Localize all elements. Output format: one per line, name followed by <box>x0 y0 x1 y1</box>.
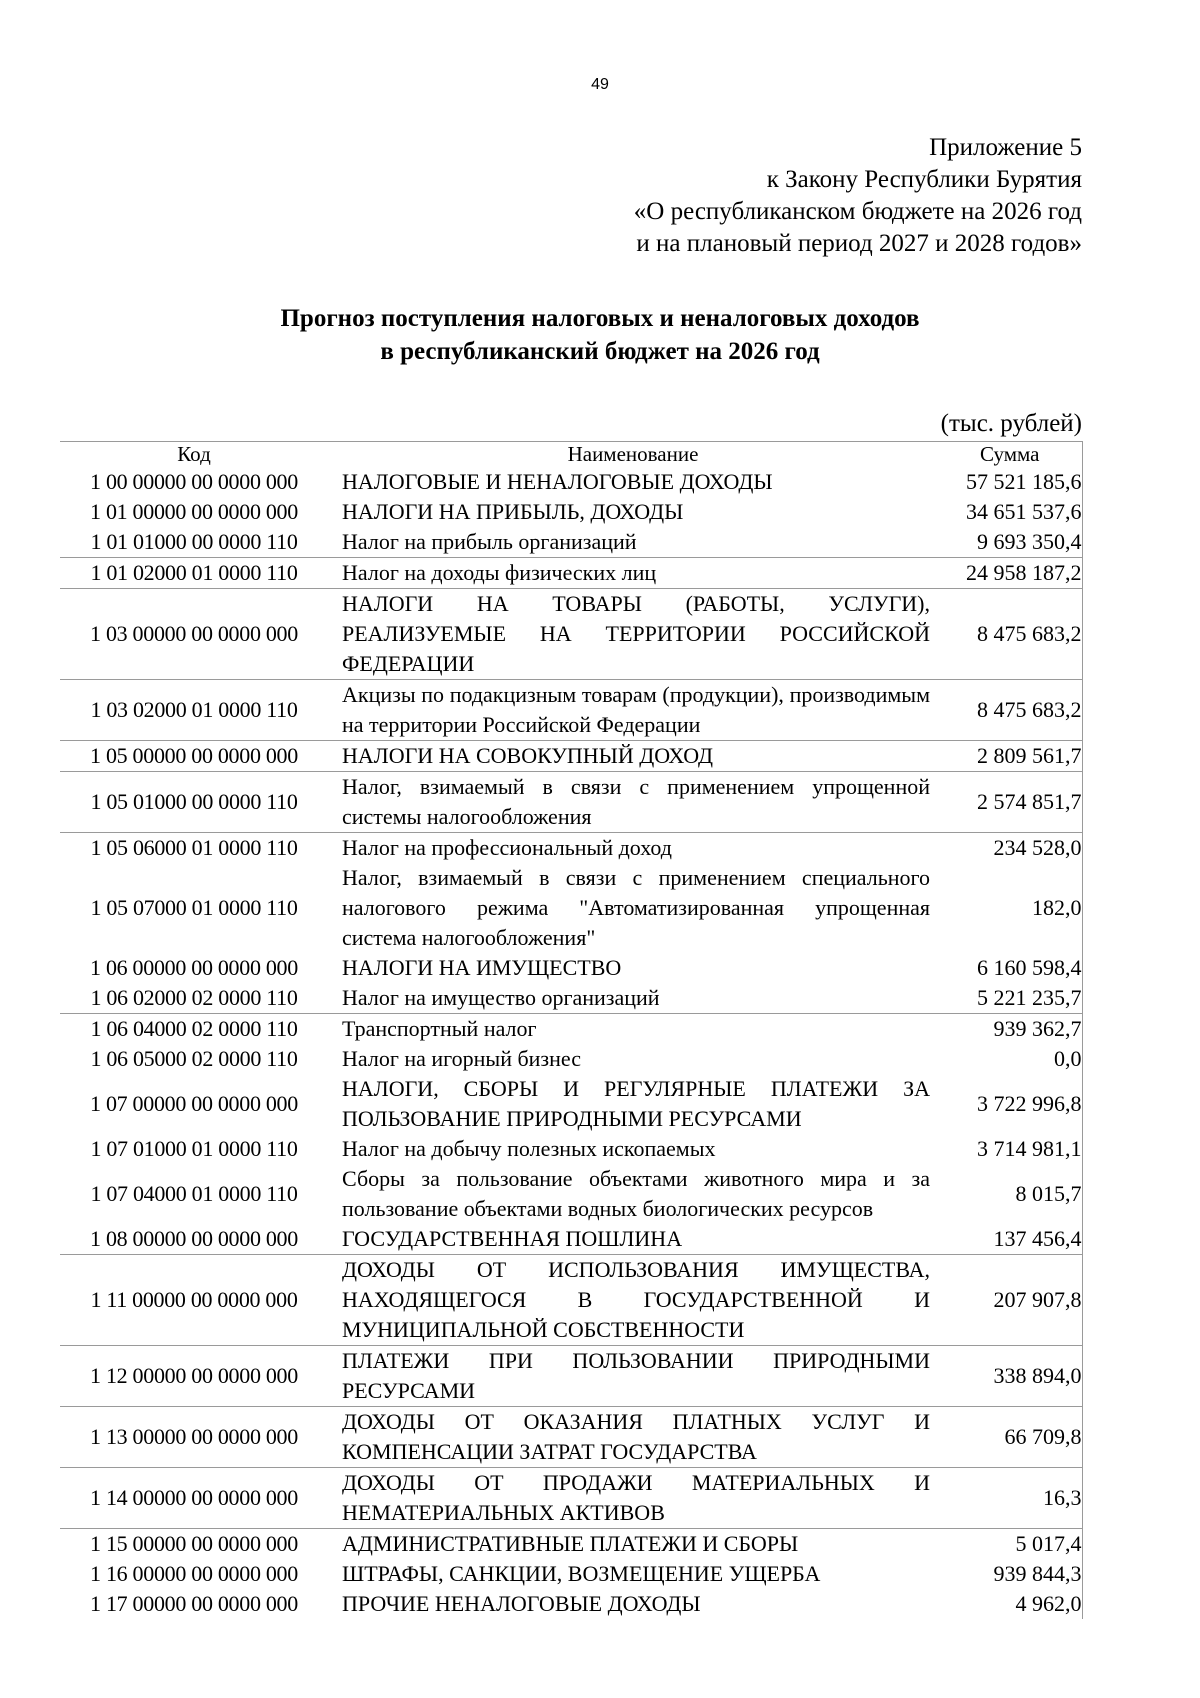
cell-code: 1 17 00000 00 0000 000 <box>90 1591 298 1616</box>
cell-code: 1 00 00000 00 0000 000 <box>90 469 298 494</box>
cell-sum: 2 809 561,7 <box>938 741 1082 772</box>
cell-code: 1 05 01000 00 0000 110 <box>60 772 328 833</box>
cell-name: Налог на прибыль организаций <box>342 529 637 554</box>
cell-name: Налог, взимаемый в связи с применением упрощенной системы налогообложения <box>328 772 938 833</box>
table-row <box>60 1074 1082 1134</box>
cell-code: 1 06 05000 02 0000 110 <box>90 1046 298 1071</box>
table-row <box>60 953 1082 983</box>
cell-code: 1 05 00000 00 0000 000 <box>60 741 328 772</box>
cell-name: ПРОЧИЕ НЕНАЛОГОВЫЕ ДОХОДЫ <box>342 1591 701 1616</box>
cell-name: НАЛОГИ НА ТОВАРЫ (РАБОТЫ, УСЛУГИ), РЕАЛИЗУЕМЫЕ НА ТЕРРИТОРИИ РОССИЙСКОЙ ФЕДЕРАЦИИ <box>328 589 938 680</box>
cell-name: НАЛОГИ НА СОВОКУПНЫЙ ДОХОД <box>328 741 938 772</box>
cell-name: НАЛОГИ НА ПРИБЫЛЬ, ДОХОДЫ <box>342 499 684 524</box>
cell-sum: 9 693 350,4 <box>938 527 1082 558</box>
table-row <box>60 1014 1082 1045</box>
header-name: Наименование <box>328 442 938 468</box>
cell-code: 1 12 00000 00 0000 000 <box>60 1346 328 1407</box>
cell-name: Налог на игорный бизнес <box>342 1046 581 1071</box>
cell-sum: 8 475 683,2 <box>938 680 1082 741</box>
cell-code: 1 16 00000 00 0000 000 <box>90 1561 298 1586</box>
cell-sum: 5 017,4 <box>938 1529 1082 1560</box>
cell-sum: 939 844,3 <box>938 1559 1082 1589</box>
appendix-line: и на плановый период 2027 и 2028 годов» <box>636 230 1082 257</box>
cell-code: 1 15 00000 00 0000 000 <box>60 1529 328 1560</box>
appendix-line: «О республиканском бюджете на 2026 год <box>633 198 1082 225</box>
cell-code: 1 06 02000 02 0000 110 <box>90 985 298 1010</box>
cell-name: ПЛАТЕЖИ ПРИ ПОЛЬЗОВАНИИ ПРИРОДНЫМИ РЕСУРСАМИ <box>328 1346 938 1407</box>
cell-name: НАЛОГИ НА ИМУЩЕСТВО <box>342 955 622 980</box>
cell-name: Налог на доходы физических лиц <box>328 558 938 589</box>
page-number: 49 <box>591 76 609 93</box>
table-row <box>60 1559 1082 1589</box>
table-row <box>60 1529 1082 1560</box>
cell-name: ДОХОДЫ ОТ ПРОДАЖИ МАТЕРИАЛЬНЫХ И НЕМАТЕРИАЛЬНЫХ АКТИВОВ <box>328 1468 938 1529</box>
cell-code: 1 01 00000 00 0000 000 <box>90 499 298 524</box>
cell-code: 1 01 01000 00 0000 110 <box>90 529 298 554</box>
title-line: Прогноз поступления налоговых и неналоговых доходов <box>280 305 920 332</box>
table-header-row <box>60 442 1082 468</box>
table-row <box>60 741 1082 772</box>
cell-code: 1 01 02000 01 0000 110 <box>60 558 328 589</box>
table-row <box>60 1407 1082 1468</box>
cell-code: 1 05 07000 01 0000 110 <box>90 895 298 920</box>
cell-code: 1 08 00000 00 0000 000 <box>90 1226 298 1251</box>
cell-sum: 3 714 981,1 <box>938 1134 1082 1164</box>
cell-sum: 338 894,0 <box>938 1346 1082 1407</box>
cell-sum: 137 456,4 <box>938 1224 1082 1255</box>
cell-sum: 8 015,7 <box>938 1164 1082 1224</box>
cell-name: Налог на добычу полезных ископаемых <box>342 1136 716 1161</box>
cell-code: 1 03 00000 00 0000 000 <box>60 589 328 680</box>
cell-name: Транспортный налог <box>328 1014 938 1045</box>
cell-sum: 4 962,0 <box>938 1589 1082 1619</box>
cell-name: Акцизы по подакцизным товарам (продукции), производимым на территории Российской Федерации <box>328 680 938 741</box>
table-row <box>60 1224 1082 1255</box>
table-row <box>60 1468 1082 1529</box>
table-row <box>60 1255 1082 1346</box>
table-row <box>60 527 1082 558</box>
header-sum: Сумма <box>938 442 1082 468</box>
table-row <box>60 1346 1082 1407</box>
cell-sum: 182,0 <box>938 863 1082 953</box>
table-row <box>60 1044 1082 1074</box>
cell-code: 1 13 00000 00 0000 000 <box>60 1407 328 1468</box>
cell-code: 1 11 00000 00 0000 000 <box>60 1255 328 1346</box>
cell-name: ДОХОДЫ ОТ ОКАЗАНИЯ ПЛАТНЫХ УСЛУГ И КОМПЕНСАЦИИ ЗАТРАТ ГОСУДАРСТВА <box>328 1407 938 1468</box>
appendix-line: к Закону Республики Бурятия <box>766 166 1082 193</box>
cell-sum: 8 475 683,2 <box>938 589 1082 680</box>
table-row <box>60 467 1082 497</box>
cell-name: ДОХОДЫ ОТ ИСПОЛЬЗОВАНИЯ ИМУЩЕСТВА, НАХОДЯЩЕГОСЯ В ГОСУДАРСТВЕННОЙ И МУНИЦИПАЛЬНОЙ СОБСТВЕННОСТИ <box>328 1255 938 1346</box>
cell-sum: 5 221 235,7 <box>938 983 1082 1014</box>
cell-code: 1 07 00000 00 0000 000 <box>90 1091 298 1116</box>
cell-name: Налог, взимаемый в связи с применением специального налогового режима "Автоматизированная упрощенная система налогообложения" <box>342 865 930 950</box>
cell-sum: 57 521 185,6 <box>938 467 1082 497</box>
table-row <box>60 1164 1082 1224</box>
table-row <box>60 983 1082 1014</box>
appendix-line: Приложение 5 <box>929 134 1082 161</box>
title-line: в республиканский бюджет на 2026 год <box>380 338 820 365</box>
cell-name: ГОСУДАРСТВЕННАЯ ПОШЛИНА <box>342 1226 683 1251</box>
cell-name: Сборы за пользование объектами животного мира и за пользование объектами водных биологических ресурсов <box>342 1166 930 1221</box>
cell-name: Налог на имущество организаций <box>342 985 660 1010</box>
cell-sum: 939 362,7 <box>938 1014 1082 1045</box>
cell-sum: 34 651 537,6 <box>938 497 1082 527</box>
revenue-table <box>60 441 1083 1619</box>
cell-sum: 207 907,8 <box>938 1255 1082 1346</box>
cell-sum: 234 528,0 <box>938 833 1082 864</box>
cell-name: АДМИНИСТРАТИВНЫЕ ПЛАТЕЖИ И СБОРЫ <box>328 1529 938 1560</box>
cell-sum: 0,0 <box>938 1044 1082 1074</box>
table-row <box>60 1589 1082 1619</box>
cell-sum: 6 160 598,4 <box>938 953 1082 983</box>
cell-name: НАЛОГОВЫЕ И НЕНАЛОГОВЫЕ ДОХОДЫ <box>342 469 773 494</box>
cell-name: НАЛОГИ, СБОРЫ И РЕГУЛЯРНЫЕ ПЛАТЕЖИ ЗА ПОЛЬЗОВАНИЕ ПРИРОДНЫМИ РЕСУРСАМИ <box>342 1076 930 1131</box>
cell-code: 1 07 01000 01 0000 110 <box>90 1136 298 1161</box>
table-row <box>60 558 1082 589</box>
table-row <box>60 680 1082 741</box>
cell-sum: 16,3 <box>938 1468 1082 1529</box>
table-row <box>60 863 1082 953</box>
document-title <box>0 302 1200 368</box>
table-row <box>60 1134 1082 1164</box>
cell-name: Налог на профессиональный доход <box>328 833 938 864</box>
cell-name: ШТРАФЫ, САНКЦИИ, ВОЗМЕЩЕНИЕ УЩЕРБА <box>342 1561 821 1586</box>
cell-sum: 66 709,8 <box>938 1407 1082 1468</box>
table-row <box>60 497 1082 527</box>
cell-code: 1 03 02000 01 0000 110 <box>60 680 328 741</box>
cell-sum: 2 574 851,7 <box>938 772 1082 833</box>
appendix-header <box>634 132 1082 260</box>
header-code: Код <box>60 442 328 468</box>
table-row <box>60 772 1082 833</box>
cell-code: 1 14 00000 00 0000 000 <box>60 1468 328 1529</box>
cell-code: 1 07 04000 01 0000 110 <box>90 1181 298 1206</box>
cell-code: 1 06 00000 00 0000 000 <box>90 955 298 980</box>
table-row <box>60 589 1082 680</box>
cell-sum: 3 722 996,8 <box>938 1074 1082 1134</box>
units-label: (тыс. рублей) <box>940 410 1082 437</box>
cell-code: 1 06 04000 02 0000 110 <box>60 1014 328 1045</box>
table-row <box>60 833 1082 864</box>
cell-code: 1 05 06000 01 0000 110 <box>60 833 328 864</box>
cell-sum: 24 958 187,2 <box>938 558 1082 589</box>
